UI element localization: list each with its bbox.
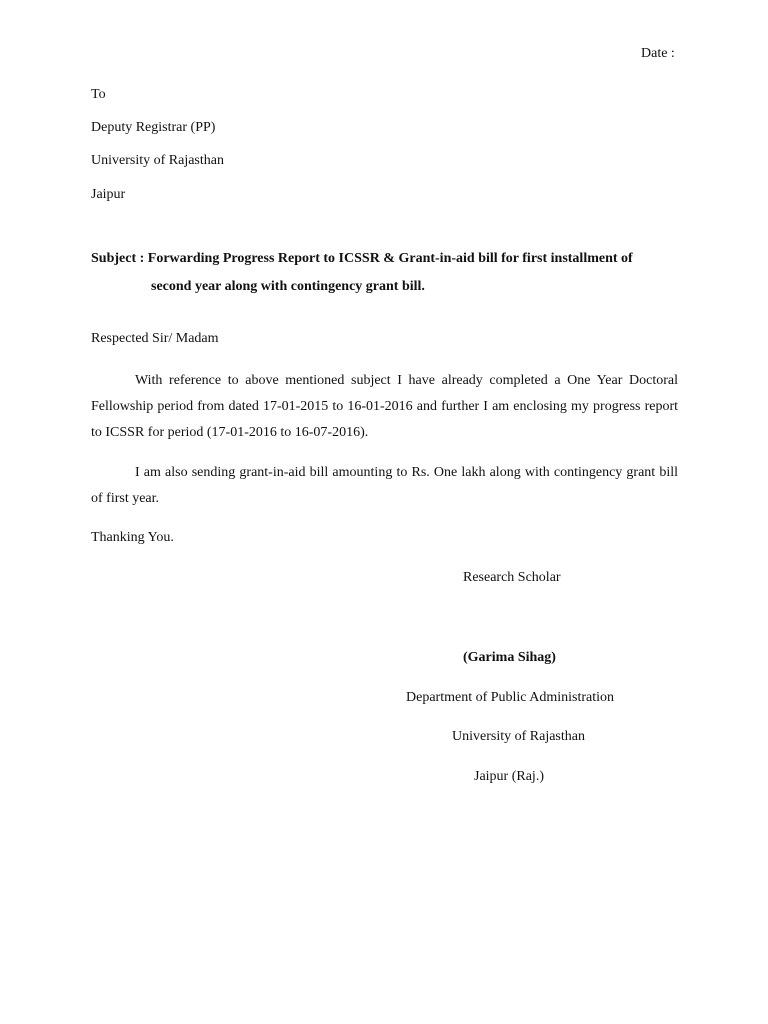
subject-line-1: Subject : Forwarding Progress Report to ICSSR & Grant-in-aid bill for first installment of (91, 251, 633, 266)
recipient-line-city: Jaipur (91, 187, 126, 202)
recipient-line-university: University of Rajasthan (91, 153, 224, 168)
subject-block (91, 245, 691, 301)
signature-university: University of Rajasthan (452, 729, 585, 744)
signature-department: Department of Public Administration (406, 690, 615, 705)
subject-line-2: second year along with contingency grant bill. (151, 279, 425, 294)
body-paragraph-2: I am also sending grant-in-aid bill amounting to Rs. One lakh along with contingency grant bill of first year. (91, 465, 678, 506)
recipient-to: To (91, 87, 106, 102)
body-paragraph-1: With reference to above mentioned subject I have already completed a One Year Doctoral Fellowship period from dated 17-01-2015 to 16-01-2016 and further I am enclosing my progress report to ICSSR for period (17-01-2016 to 16-07-2016). (91, 373, 678, 440)
salutation: Respected Sir/ Madam (91, 331, 219, 346)
signature-title: Research Scholar (463, 570, 561, 585)
recipient-line-designation: Deputy Registrar (PP) (91, 120, 216, 135)
closing: Thanking You. (91, 530, 174, 545)
date-label: Date : (641, 46, 675, 61)
signature-city: Jaipur (Raj.) (474, 769, 544, 784)
signature-name: (Garima Sihag) (463, 650, 556, 665)
